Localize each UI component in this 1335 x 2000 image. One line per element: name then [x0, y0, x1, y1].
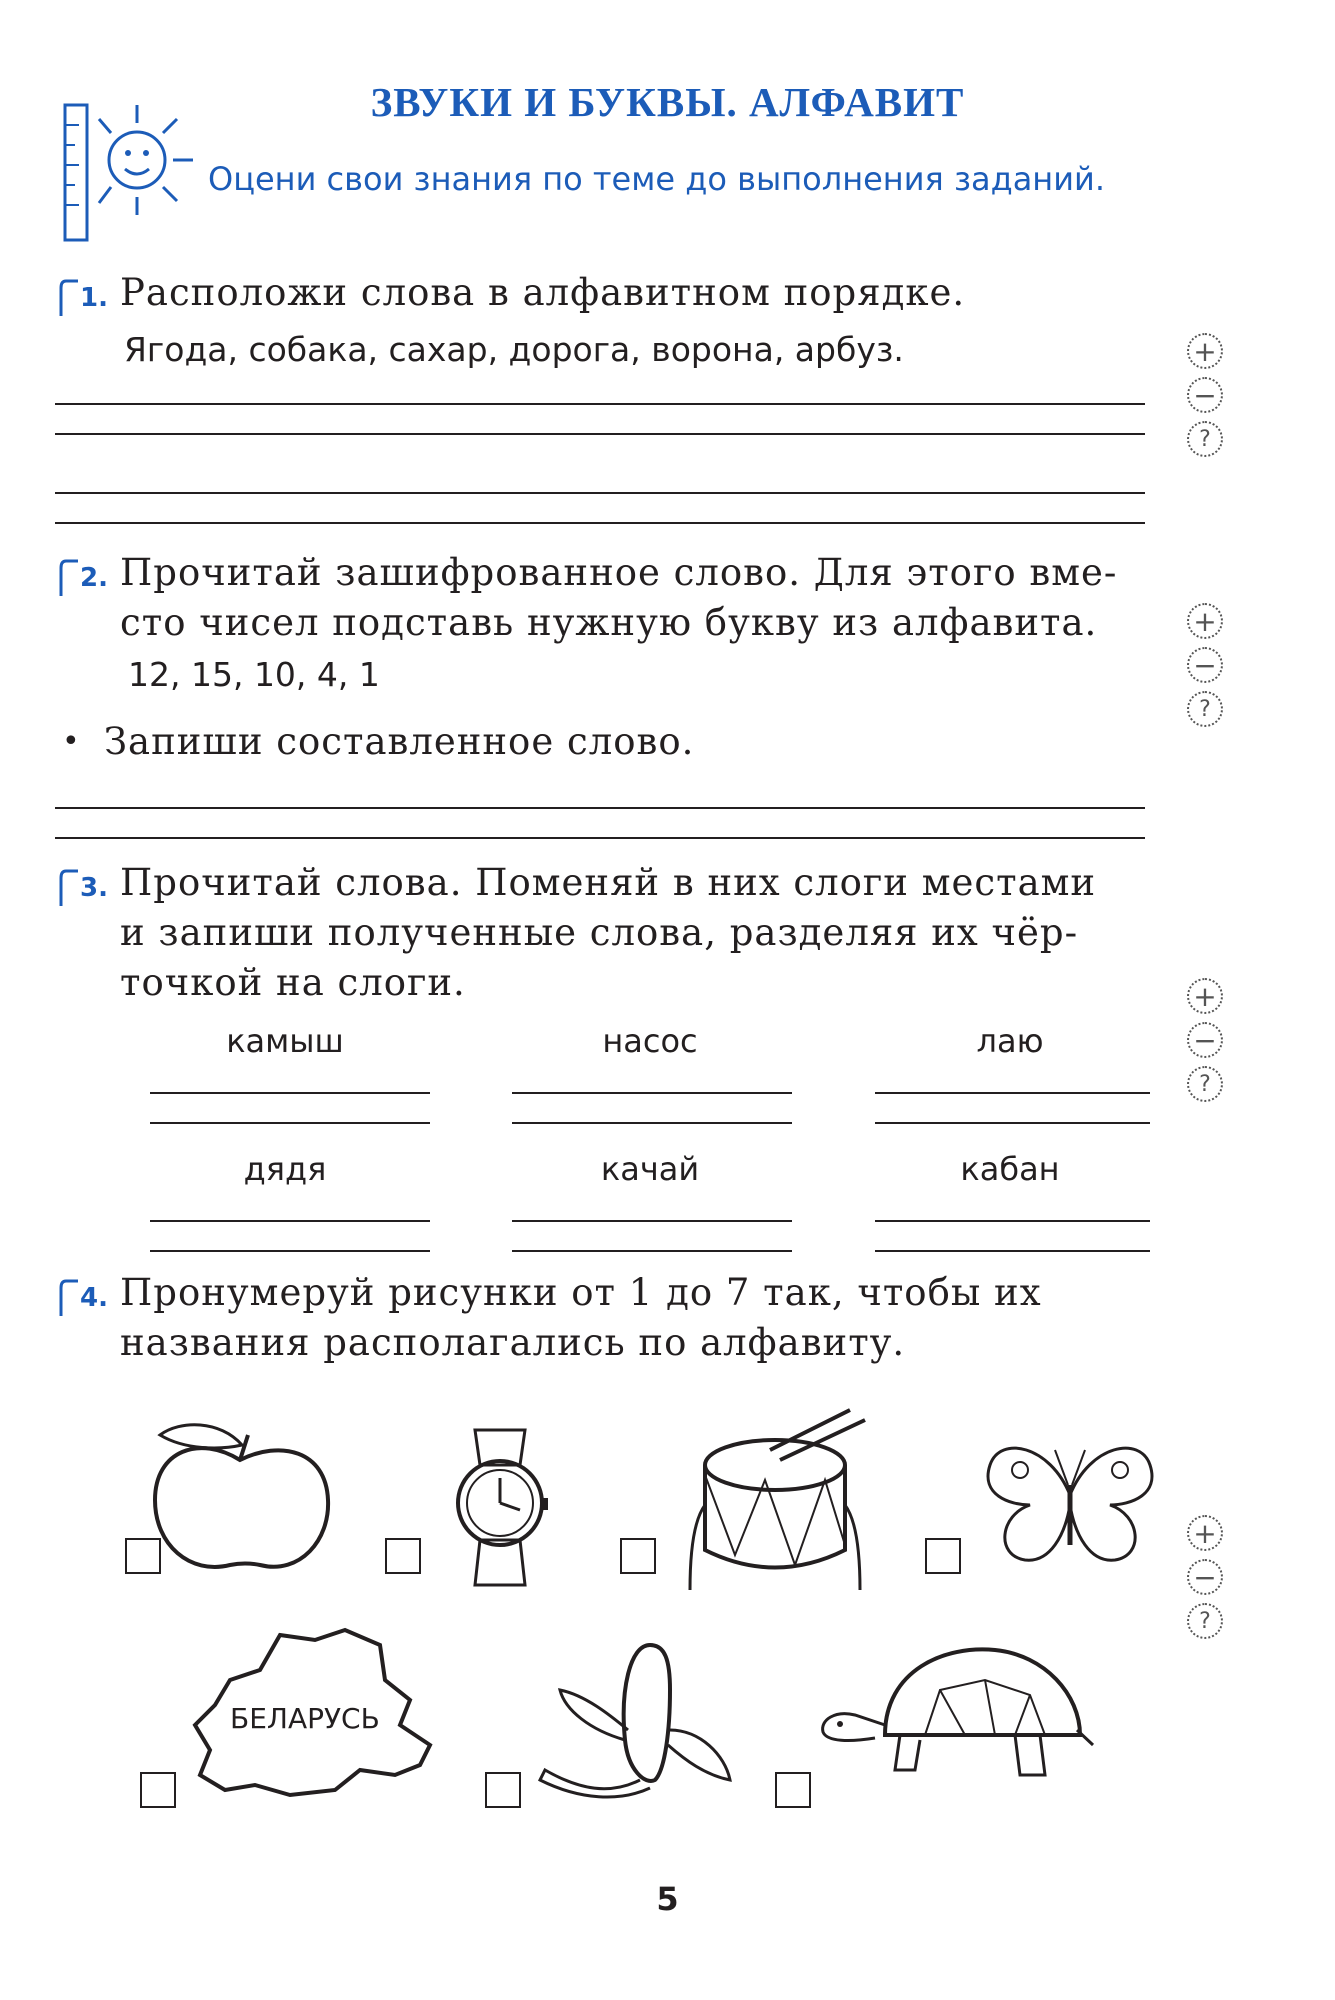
task-2-instruction-line-2: сто чисел подставь нужную букву из алфавита. — [120, 601, 1098, 644]
answer-line[interactable] — [55, 492, 1145, 494]
task-3-word: дядя — [243, 1150, 327, 1188]
turtle-icon — [815, 1640, 1095, 1790]
answer-line[interactable] — [55, 837, 1145, 839]
question-mark[interactable]: ? — [1187, 1066, 1223, 1102]
picture-number-box[interactable] — [140, 1772, 176, 1808]
picture-number-box[interactable] — [485, 1772, 521, 1808]
task-2-numbers: 12, 15, 10, 4, 1 — [128, 655, 380, 694]
answer-line[interactable] — [150, 1092, 430, 1094]
question-mark[interactable]: ? — [1187, 421, 1223, 457]
task-4-eval — [1187, 1515, 1227, 1647]
answer-line[interactable] — [875, 1220, 1150, 1222]
task-2-instruction-line-1: Прочитай зашифрованное слово. Для этого вме- — [120, 551, 1118, 594]
task-3-word: насос — [602, 1022, 698, 1060]
task-3-word: камыш — [226, 1022, 344, 1060]
task-2-bullet-text: Запиши составленное слово. — [104, 720, 695, 763]
plus-mark[interactable]: + — [1187, 333, 1223, 369]
answer-line[interactable] — [875, 1122, 1150, 1124]
answer-line[interactable] — [55, 807, 1145, 809]
task-3-instruction-line-3: точкой на слоги. — [120, 961, 466, 1004]
plus-mark[interactable]: + — [1187, 978, 1223, 1014]
answer-line[interactable] — [55, 522, 1145, 524]
drum-icon — [670, 1405, 880, 1595]
task-4-instruction-line-1: Пронумеруй рисунки от 1 до 7 так, чтобы их — [120, 1271, 1042, 1314]
answer-line[interactable] — [55, 433, 1145, 435]
task-2-eval — [1187, 603, 1227, 735]
task-1-instruction: Расположи слова в алфавитном порядке. — [120, 271, 966, 314]
task-1-bracket-icon — [58, 278, 80, 318]
wristwatch-icon — [440, 1420, 560, 1595]
question-mark[interactable]: ? — [1187, 691, 1223, 727]
task-3-word: лаю — [976, 1022, 1044, 1060]
task-3-word: кабан — [960, 1150, 1060, 1188]
butterfly-icon — [970, 1425, 1170, 1575]
belarus-map-label: БЕЛАРУСЬ — [230, 1702, 380, 1735]
answer-line[interactable] — [512, 1250, 792, 1252]
sun-mascot-icon — [55, 95, 205, 245]
picture-number-box[interactable] — [775, 1772, 811, 1808]
minus-mark[interactable]: − — [1187, 647, 1223, 683]
task-3-instruction-line-2: и запиши полученные слова, разделяя их чёр- — [120, 911, 1079, 954]
apple-icon — [130, 1415, 350, 1585]
question-mark[interactable]: ? — [1187, 1603, 1223, 1639]
picture-number-box[interactable] — [620, 1538, 656, 1574]
picture-number-box[interactable] — [125, 1538, 161, 1574]
page-title: ЗВУКИ И БУКВЫ. АЛФАВИТ — [370, 79, 965, 125]
task-1-number: 1. — [80, 283, 108, 313]
task-3-number: 3. — [80, 873, 108, 903]
bullet-icon: • — [62, 724, 81, 759]
task-1-words: Ягода, собака, сахар, дорога, ворона, арбуз. — [124, 330, 904, 369]
picture-number-box[interactable] — [925, 1538, 961, 1574]
answer-line[interactable] — [512, 1092, 792, 1094]
answer-line[interactable] — [150, 1250, 430, 1252]
page-number: 5 — [656, 1880, 679, 1918]
task-4-instruction-line-2: названия располагались по алфавиту. — [120, 1321, 906, 1364]
answer-line[interactable] — [55, 403, 1145, 405]
task-4-number: 4. — [80, 1283, 108, 1313]
picture-number-box[interactable] — [385, 1538, 421, 1574]
task-1-eval — [1187, 333, 1227, 465]
self-assessment-prompt: Оцени свои знания по теме до выполнения заданий. — [208, 160, 1105, 198]
task-3-bracket-icon — [58, 868, 80, 908]
minus-mark[interactable]: − — [1187, 1022, 1223, 1058]
task-3-instruction-line-1: Прочитай слова. Поменяй в них слоги местами — [120, 861, 1097, 904]
answer-line[interactable] — [875, 1092, 1150, 1094]
task-4-bracket-icon — [58, 1278, 80, 1318]
task-3-eval — [1187, 978, 1227, 1110]
plus-mark[interactable]: + — [1187, 603, 1223, 639]
answer-line[interactable] — [150, 1220, 430, 1222]
answer-line[interactable] — [875, 1250, 1150, 1252]
answer-line[interactable] — [512, 1122, 792, 1124]
plus-mark[interactable]: + — [1187, 1515, 1223, 1551]
answer-line[interactable] — [150, 1122, 430, 1124]
task-3-word: качай — [600, 1150, 700, 1188]
minus-mark[interactable]: − — [1187, 377, 1223, 413]
task-2-bracket-icon — [58, 558, 80, 598]
minus-mark[interactable]: − — [1187, 1559, 1223, 1595]
task-2-number: 2. — [80, 563, 108, 593]
banana-icon — [530, 1630, 740, 1805]
answer-line[interactable] — [512, 1220, 792, 1222]
